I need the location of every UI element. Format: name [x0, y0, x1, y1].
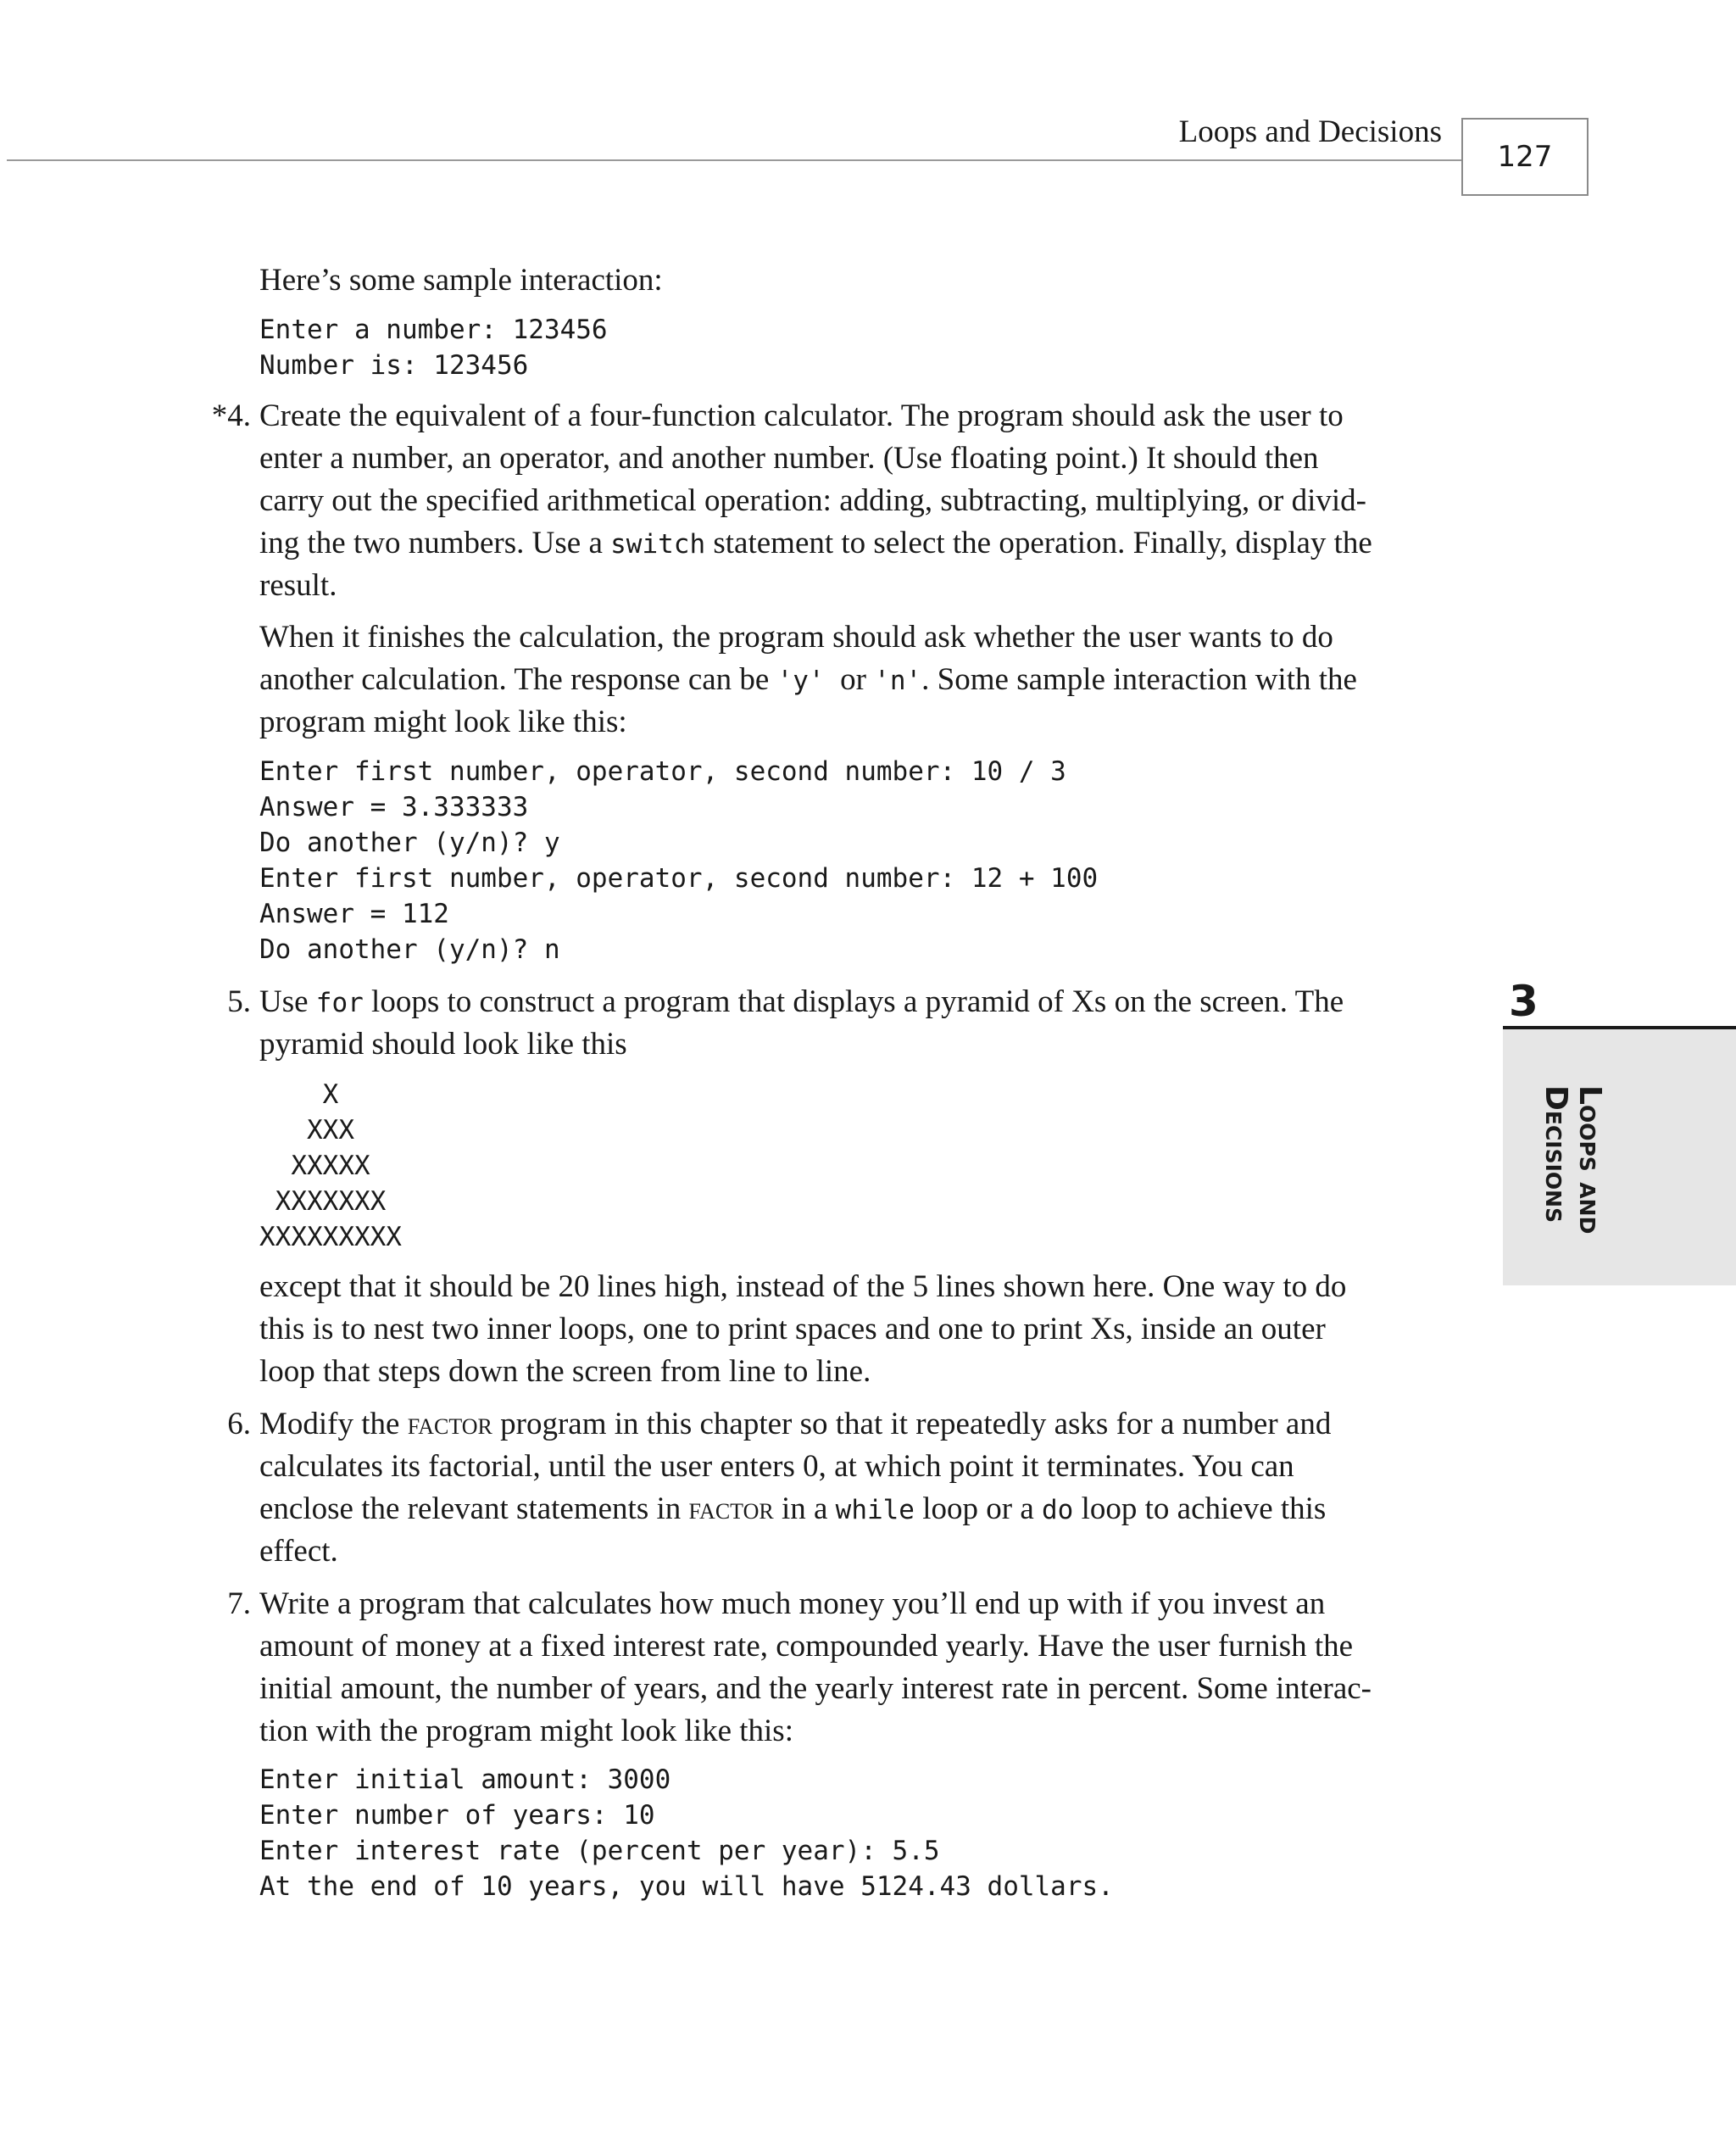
exercise5-line	[259, 981, 1344, 1024]
inline-code: for	[315, 988, 364, 1018]
pyramid-line: XXXXXXX	[259, 1186, 387, 1217]
pyramid-line: X	[259, 1079, 339, 1110]
exercise-number: 6.	[227, 1407, 251, 1441]
code-line: Enter number of years: 10	[259, 1800, 655, 1831]
text-run: loop to achieve this	[1073, 1491, 1327, 1526]
exercise5-line: this is to nest two inner loops, one to print spaces and one to print Xs, inside an outer	[259, 1312, 1326, 1346]
exercise4-line: When it finishes the calculation, the program should ask whether the user wants to do	[259, 620, 1333, 655]
exercise6-line	[259, 1488, 1326, 1531]
inline-code: 'n'	[874, 666, 922, 696]
text-run: . Some sample interaction with the	[921, 662, 1357, 697]
exercise4-line	[259, 659, 1357, 702]
pyramid-line: XXXXXXXXX	[259, 1222, 402, 1252]
exercise5-line: except that it should be 20 lines high, instead of the 5 lines shown here. One way to do	[259, 1269, 1347, 1304]
text-run: enclose the relevant statements in	[259, 1491, 689, 1526]
exercise-number: *4.	[211, 399, 251, 433]
exercise4-line: enter a number, an operator, and another number. (Use floating point.) It should then	[259, 441, 1319, 476]
exercise6-line	[259, 1403, 1331, 1446]
exercise-number: 5.	[227, 984, 251, 1019]
running-header-title: Loops and Decisions	[1178, 114, 1442, 149]
intro-code-line: Number is: 123456	[259, 350, 529, 381]
exercise4-line: result.	[259, 568, 337, 603]
text-run: statement to select the operation. Finally, display the	[705, 526, 1372, 560]
code-line: Do another (y/n)? y	[259, 828, 560, 858]
text-run: ing the two numbers. Use a	[259, 526, 611, 560]
chapter-tab-label-line1: Loops and	[1572, 1085, 1607, 1235]
exercise7-line: tion with the program might look like this:	[259, 1714, 793, 1748]
code-line: Answer = 3.333333	[259, 792, 529, 822]
inline-code: switch	[610, 529, 706, 560]
inline-code: 'y'	[776, 666, 825, 696]
exercise7-line: amount of money at a fixed interest rate, compounded yearly. Have the user furnish the	[259, 1629, 1354, 1664]
code-line: At the end of 10 years, you will have 5124.43 dollars.	[259, 1871, 1114, 1902]
text-run: Modify the	[259, 1407, 408, 1441]
exercise7-line: initial amount, the number of years, and the yearly interest rate in percent. Some interac-	[259, 1671, 1372, 1706]
exercise4-line	[259, 522, 1372, 566]
code-line: Enter first number, operator, second number: 12 + 100	[259, 863, 1099, 894]
intro-code-line: Enter a number: 123456	[259, 315, 608, 345]
code-line: Do another (y/n)? n	[259, 934, 560, 965]
pyramid-line: XXX	[259, 1115, 354, 1145]
code-line: Enter first number, operator, second number: 10 / 3	[259, 756, 1066, 787]
code-line: Enter initial amount: 3000	[259, 1764, 671, 1795]
exercise6-line: effect.	[259, 1534, 338, 1569]
exercise5-line: pyramid should look like this	[259, 1027, 627, 1062]
exercise-number: 7.	[227, 1586, 251, 1621]
exercise6-line: calculates its factorial, until the user enters 0, at which point it terminates. You can	[259, 1449, 1294, 1484]
text-run: or	[824, 662, 875, 697]
page-number: 127	[1497, 140, 1553, 174]
program-name: factor	[407, 1407, 492, 1441]
pyramid-line: XXXXX	[259, 1151, 370, 1181]
intro-text: Here’s some sample interaction:	[259, 263, 663, 298]
text-run: loop or a	[914, 1491, 1043, 1526]
exercise7-line: Write a program that calculates how much money you’ll end up with if you invest an	[259, 1586, 1326, 1621]
page-number-box	[1461, 118, 1589, 196]
chapter-tab-label-line2: Decisions	[1538, 1085, 1573, 1223]
text-run: another calculation. The response can be	[259, 662, 777, 697]
exercise4-line: Create the equivalent of a four-function calculator. The program should ask the user to	[259, 399, 1344, 433]
text-run: Use	[259, 984, 316, 1019]
exercise4-line: program might look like this:	[259, 705, 627, 739]
text-run: program in this chapter so that it repeatedly asks for a number and	[492, 1407, 1332, 1441]
program-name: factor	[688, 1491, 774, 1526]
exercise5-line: loop that steps down the screen from line to line.	[259, 1354, 871, 1389]
code-line: Enter interest rate (percent per year): 5.5	[259, 1836, 940, 1866]
chapter-tab-number: 3	[1509, 977, 1538, 1026]
chapter-tab-label	[1538, 1085, 1606, 1234]
header-rule	[7, 159, 1461, 161]
text-run: loops to construct a program that displays a pyramid of Xs on the screen. The	[363, 984, 1344, 1019]
inline-code: do	[1042, 1495, 1074, 1525]
inline-code: while	[835, 1495, 915, 1525]
code-line: Answer = 112	[259, 899, 449, 929]
exercise4-line: carry out the specified arithmetical operation: adding, subtracting, multiplying, or divid-	[259, 483, 1366, 518]
text-run: in a	[773, 1491, 836, 1526]
